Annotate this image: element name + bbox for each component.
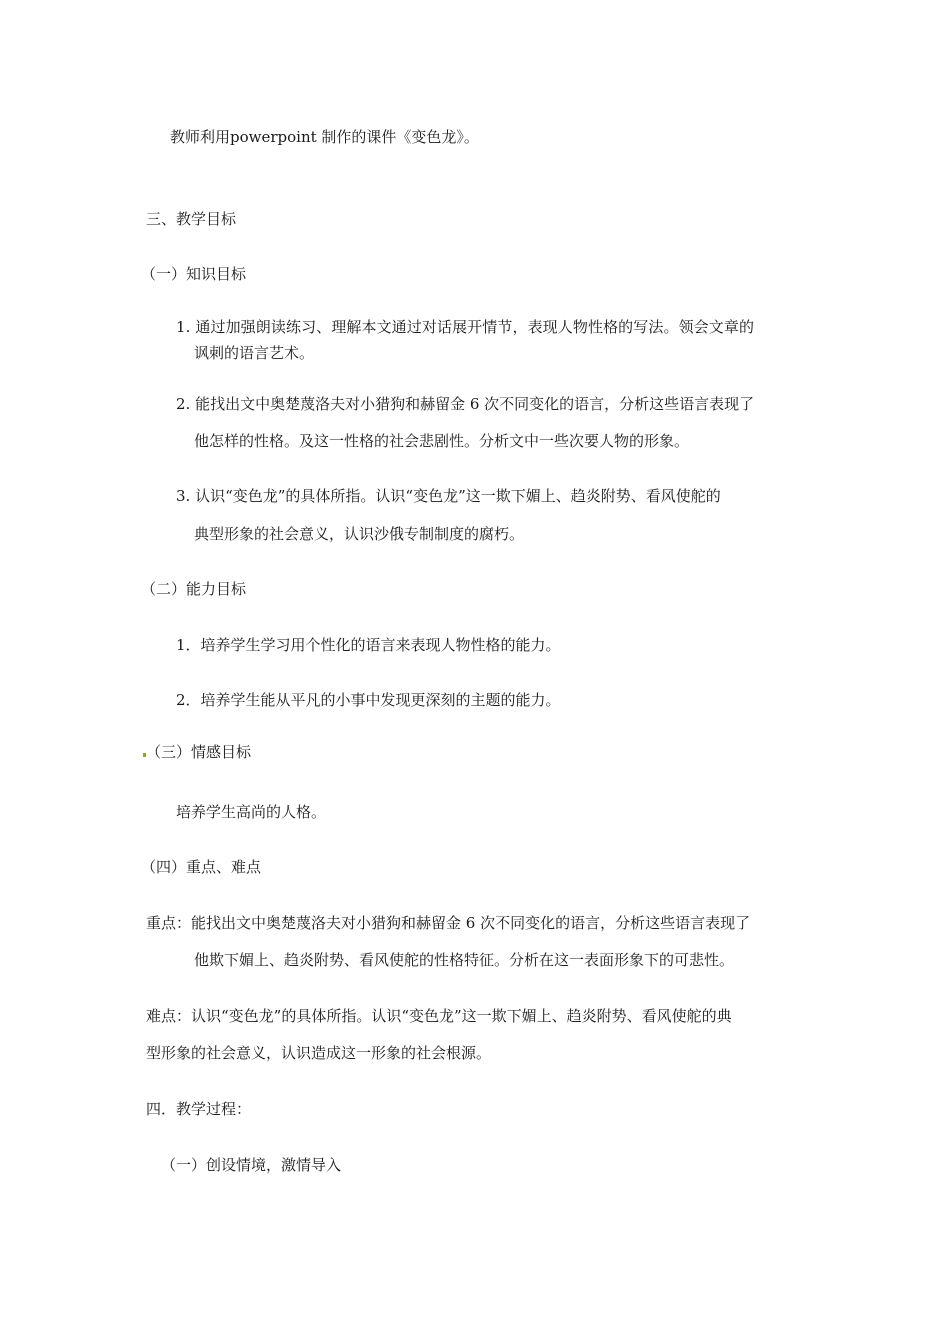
knowledge-item-1-line-2: 讽刺的语言艺术。: [194, 344, 315, 362]
emotion-heading: （三）情感目标: [146, 743, 252, 761]
knowledge-item-3-line-2: 典型形象的社会意义，认识沙俄专制制度的腐朽。: [194, 525, 525, 543]
knowledge-item-1-line-1: 1. 通过加强朗读练习、理解本文通过对话展开情节，表现人物性格的写法。领会文章的: [176, 318, 755, 336]
key-point-line-2: 他欺下媚上、趋炎附势、看风使舵的性格特征。分析在这一表面形象下的可悲性。: [194, 951, 735, 969]
knowledge-item-2-line-1: 2. 能找出文中奥楚蔑洛夫对小猎狗和赫留金 6 次不同变化的语言，分析这些语言表现了: [176, 395, 755, 413]
process-heading: 四．教学过程：: [146, 1100, 252, 1118]
key-point-line-1: 重点：能找出文中奥楚蔑洛夫对小猎狗和赫留金 6 次不同变化的语言，分析这些语言表现了: [146, 914, 751, 932]
difficult-point-line-1: 难点：认识“变色龙”的具体所指。认识“变色龙”这一欺下媚上、趋炎附势、看风使舵的典: [146, 1007, 732, 1025]
materials-text: 教师利用powerpoint 制作的课件《变色龙》。: [170, 128, 479, 146]
objectives-heading: 三、教学目标: [146, 210, 237, 228]
ability-item-2: 2．培养学生能从平凡的小事中发现更深刻的主题的能力。: [176, 691, 561, 709]
process-step-1: （一）创设情境，激情导入: [161, 1156, 342, 1174]
difficult-point-line-2: 型形象的社会意义，认识造成这一形象的社会根源。: [146, 1044, 492, 1062]
knowledge-heading: （一）知识目标: [141, 265, 247, 283]
emotion-text: 培养学生高尚的人格。: [176, 803, 327, 821]
ability-item-1: 1．培养学生学习用个性化的语言来表现人物性格的能力。: [176, 636, 561, 654]
knowledge-item-3-line-1: 3. 认识“变色龙”的具体所指。认识“变色龙”这一欺下媚上、趋炎附势、看风使舵的: [176, 487, 721, 505]
key-points-heading: （四）重点、难点: [141, 858, 262, 876]
ability-heading: （二）能力目标: [141, 580, 247, 598]
knowledge-item-2-line-2: 他怎样的性格。及这一性格的社会悲剧性。分析文中一些次要人物的形象。: [194, 432, 690, 450]
